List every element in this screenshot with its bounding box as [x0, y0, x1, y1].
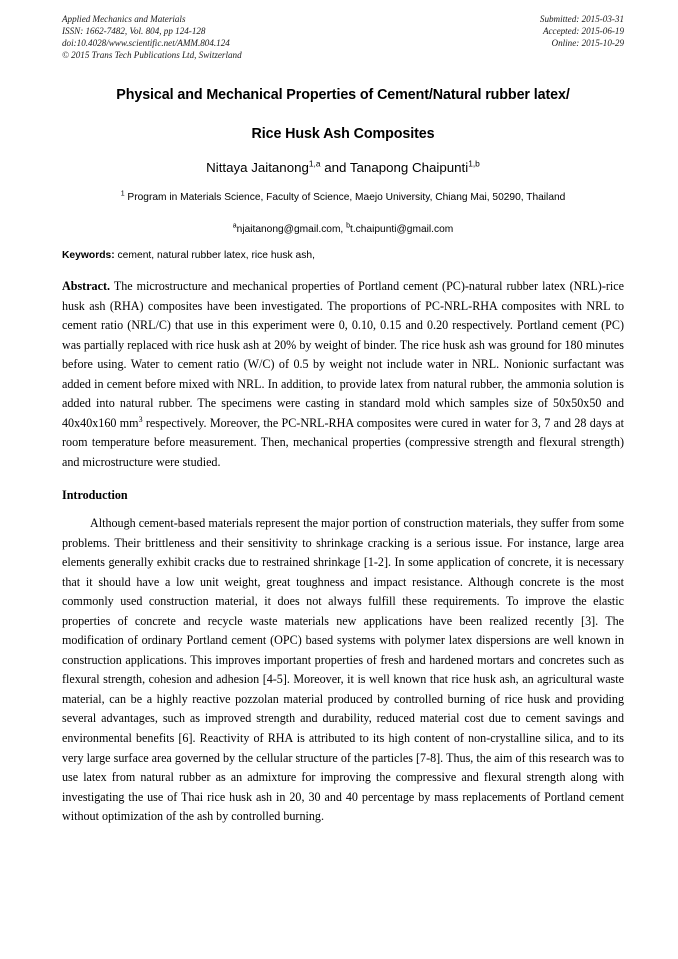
abstract-paragraph	[62, 277, 624, 472]
introduction-paragraph: Although cement-based materials represent the major portion of construction materials, they suffer from some problems. Their brittleness and their sensitivity to shrinkage cracking is a serious issue. For instance, large area elements generally exhibit cracks due to restrained shrinkage [1-2]. In some application of concrete, it is necessary that it should have a low unit weight, great toughness and impact resistance. Although concrete is the most commonly used construction material, it does not always fulfill these requirements. To improve the elastic properties of concrete and recycle waste materials new applications have been realized recently [3]. The modification of ordinary Portland cement (OPC) based systems with polymer latex dispersions are well known in construction applications. This improves important properties of fresh and hardened mortars and concretes such as flexural strength, cohesion and adhesion [4-5]. Moreover, it is well known that rice husk ash, an agricultural waste material, can be a highly reactive pozzolan material produced by controlled burning of rice husk and providing several advantages, such as improved strength and durability, reduced material cost due to cement savings and environmental benefits [6]. Reactivity of RHA is attributed to its high content of non-crystalline silica, and to its very large surface area governed by the cellular structure of the particles [7-8]. Thus, the aim of this research was to use latex from natural rubber as an admixture for improving the compressive and flexural strength along with investigating the use of Thai rice husk ash in 20, 30 and 40 percentage by mass replacements of Portland cement without optimization of the ash by controlled burning.	[62, 516, 624, 824]
journal-doi: doi:10.4028/www.scientific.net/AMM.804.124	[62, 37, 230, 48]
affiliation-text: Program in Materials Science, Faculty of Science, Maejo University, Chiang Mai, 50290, Thailand	[124, 192, 566, 203]
journal-header-right	[540, 14, 624, 50]
journal-copyright: © 2015 Trans Tech Publications Ltd, Switzerland	[62, 49, 242, 60]
email-address-2: t.chaipunti@gmail.com	[350, 224, 454, 235]
journal-name: Applied Mechanics and Materials	[62, 14, 186, 24]
title-line-1: Physical and Mechanical Properties of Cement/Natural rubber latex/	[116, 87, 570, 103]
author-affiliation	[62, 190, 624, 206]
email-address-1: njaitanong@gmail.com,	[236, 224, 347, 235]
author-conjunction: and	[320, 160, 350, 175]
page-title	[62, 84, 624, 145]
keywords-label: Keywords:	[62, 250, 115, 261]
journal-issn-volume: ISSN: 1662-7482, Vol. 804, pp 124-128	[62, 25, 206, 36]
author-emails	[62, 222, 624, 237]
abstract-label: Abstract.	[62, 279, 111, 293]
journal-header-left	[62, 14, 242, 62]
section-heading-introduction: Introduction	[62, 488, 128, 502]
abstract-unit-exponent: 3	[138, 414, 143, 424]
accepted-date: Accepted: 2015-06-19	[542, 25, 624, 36]
abstract-text-part-2: respectively. Moreover, the PC-NRL-RHA composites were cured in water for 3, 7 and 28 days at room temperature before measurement. Then, mechanical properties (compressive strength and flexural strength) and microstructure were studied.	[62, 415, 624, 469]
affiliation-marker: 1	[120, 190, 125, 198]
abstract-text-part-1: The microstructure and mechanical properties of Portland cement (PC)-natural rubber latex (NRL)-rice husk ash (RHA) composites have been investigated. The proportions of PC-NRL-RHA composites with NRL to cement ratio (NRL/C) that use in this experiment were 0, 0.10, 0.15 and 0.20 respectively. Portland cement (PC) was partially replaced with rice husk ash at 20% by weight of binder. The rice husk ash was ground for 180 minutes before using. Water to cement ratio (W/C) of 0.5 by weight not include water in NRL. Nonionic surfactant was added in cement before mixed with NRL. In addition, to provide latex from natural rubber, the ammonia solution is added into natural rubber. The specimens were casting in standard mold which samples size of 50x50x50 and 40x40x160 mm	[62, 279, 624, 430]
keywords-line	[62, 249, 624, 263]
title-line-2: Rice Husk Ash Composites	[251, 126, 435, 142]
keywords-text: cement, natural rubber latex, rice husk ash,	[114, 250, 315, 261]
submitted-date: Submitted: 2015-03-31	[539, 14, 624, 24]
author-name-1: Nittaya Jaitanong	[206, 160, 309, 175]
journal-header	[62, 14, 624, 62]
author-name-2: Tanapong Chaipunti	[349, 160, 469, 175]
online-date: Online: 2015-10-29	[551, 37, 624, 48]
author-list	[62, 159, 624, 177]
author-affiliation-marker-1: 1,a	[308, 158, 321, 169]
email-marker-b: b	[346, 222, 351, 230]
author-affiliation-marker-2: 1,b	[468, 158, 480, 169]
email-marker-a: a	[232, 222, 237, 230]
